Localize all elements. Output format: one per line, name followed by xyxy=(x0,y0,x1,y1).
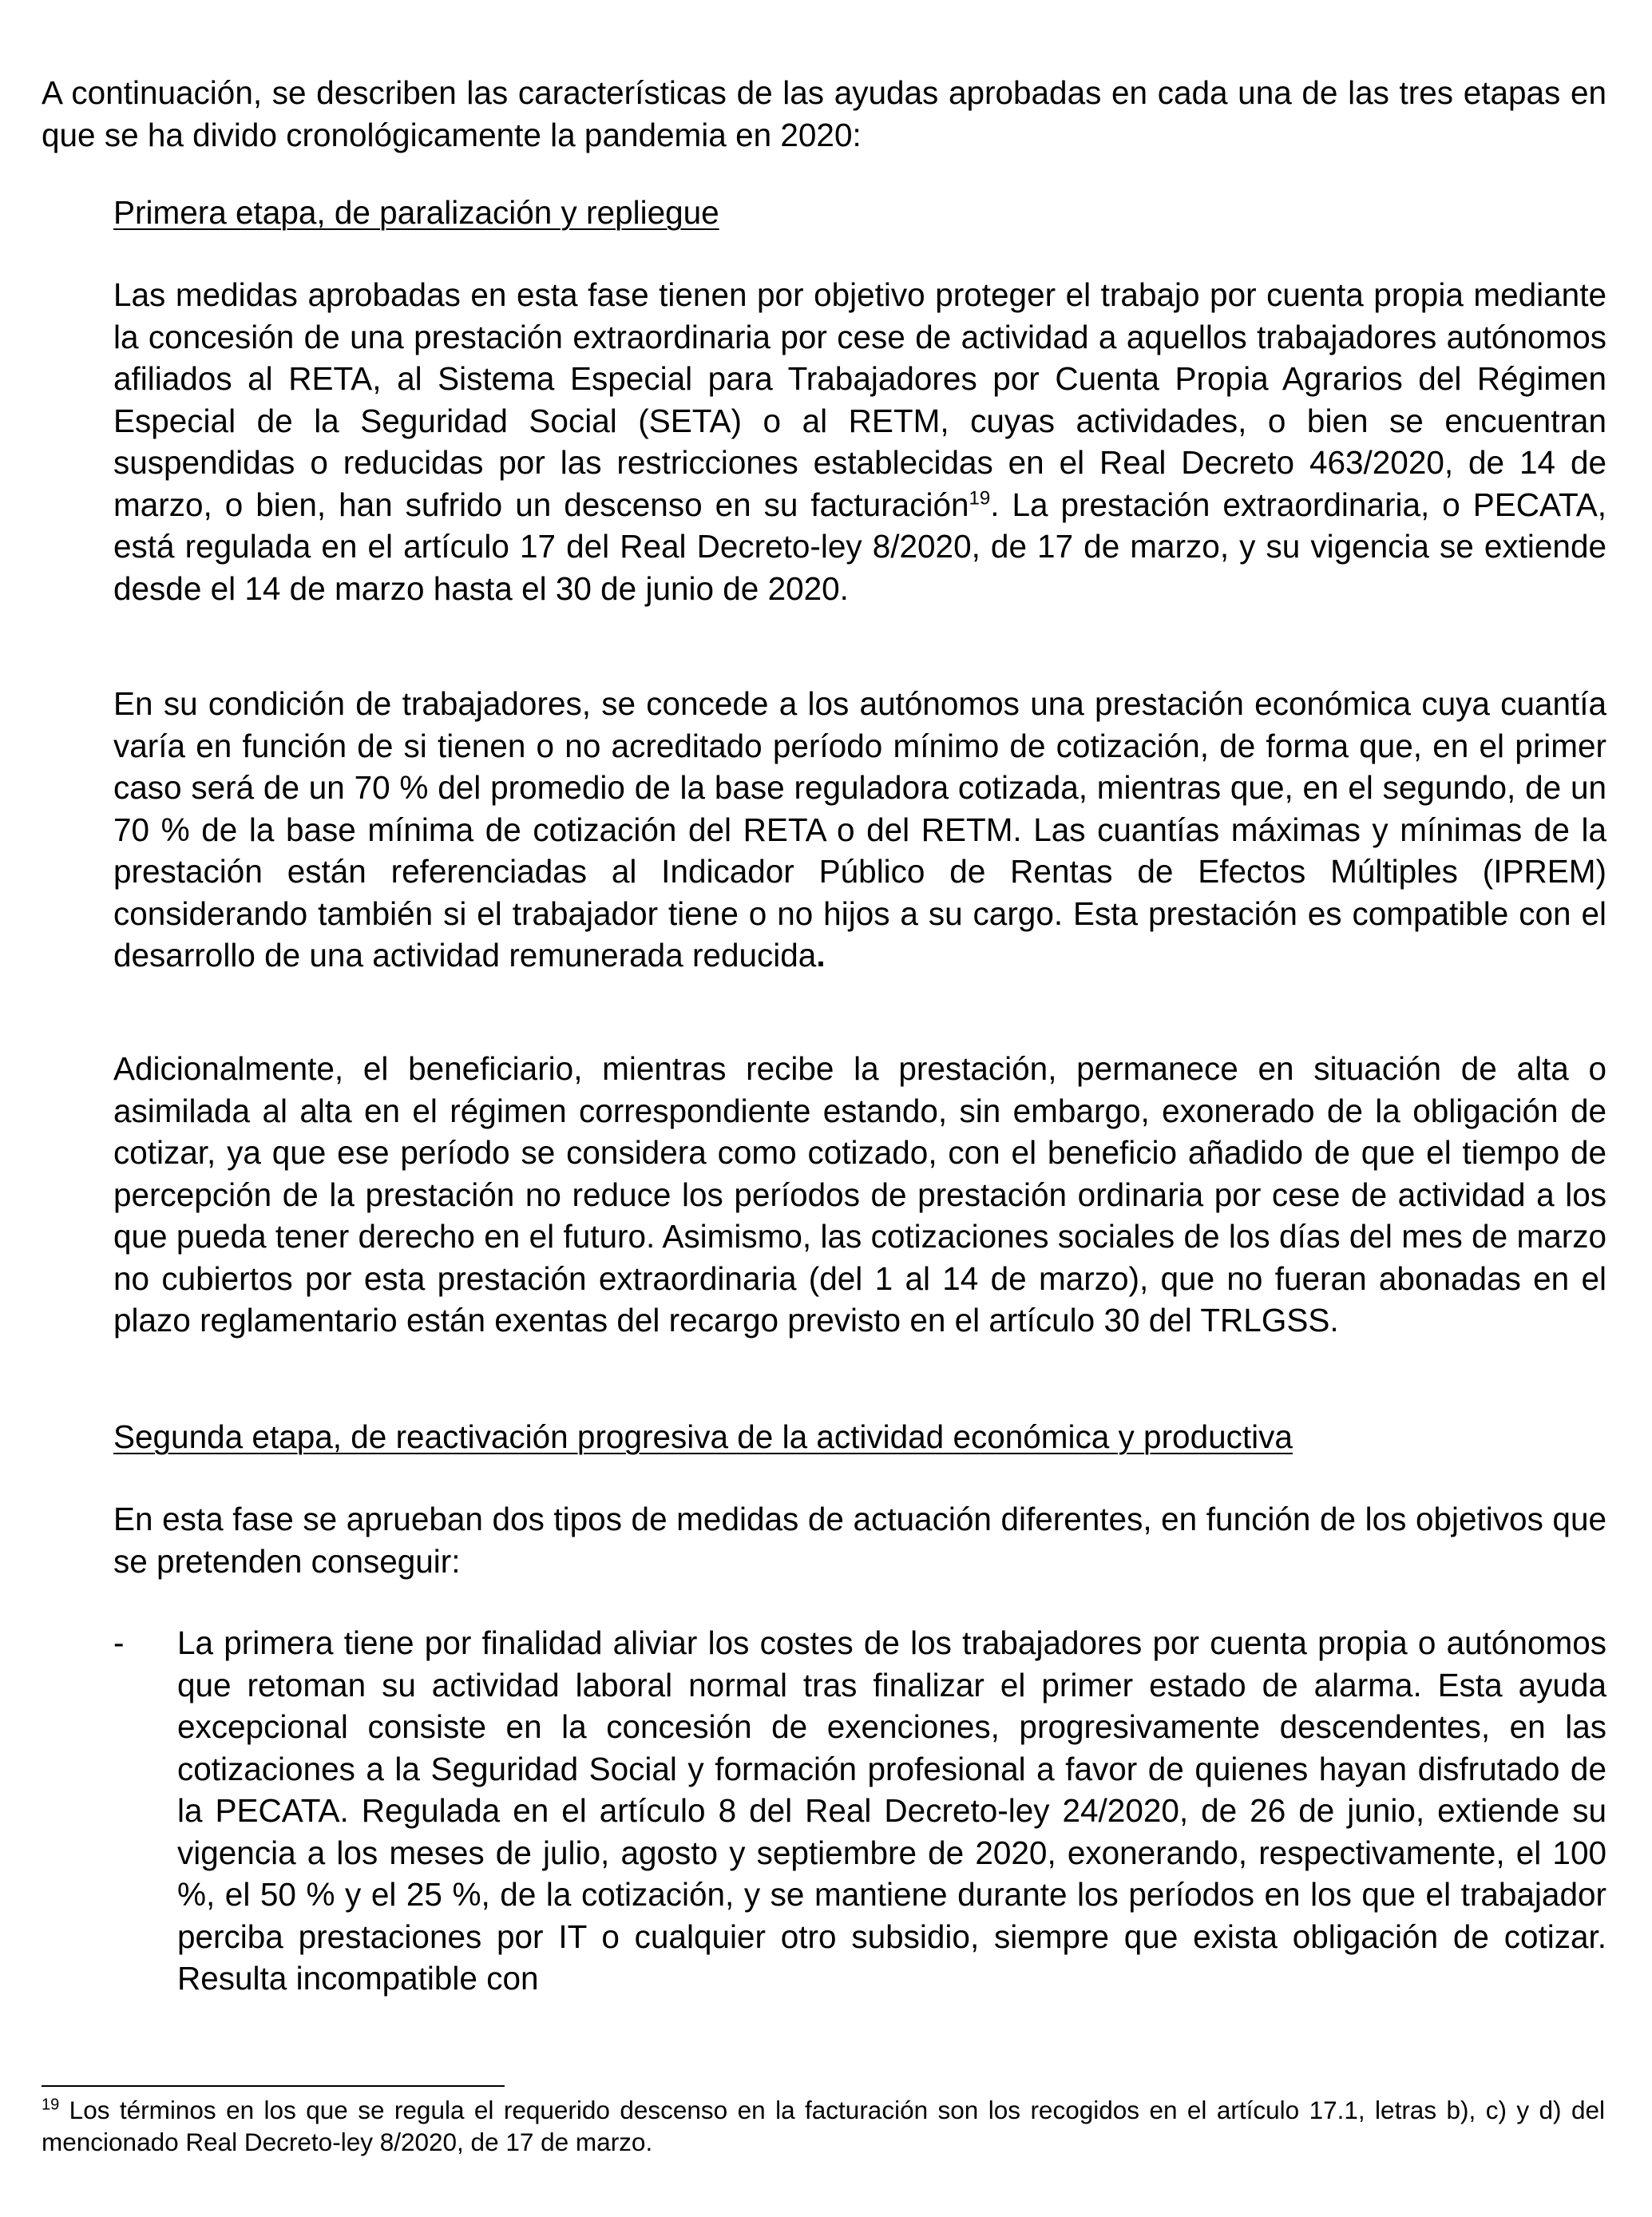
stage1-heading: Primera etapa, de paralización y repliegue xyxy=(113,194,719,231)
stage1-paragraph-1-text: Las medidas aprobadas en esta fase tienen por objetivo proteger el trabajo por cuenta propia mediante la concesión de una prestación extraordinaria por cese de actividad a aquellos trabajadores autónomos afiliados al RETA, al Sistema Especial para Trabajadores por Cuenta Propia Agrarios del Régimen Especial de la Seguridad Social (SETA) o al RETM, cuyas actividades, o bien se encuentran suspendidas o reducidas por las restricciones establecidas en el Real Decreto 463/2020, de 14 de marzo, o bien, han sufrido un descenso en su facturación xyxy=(113,276,1606,523)
stage1-paragraph-1 xyxy=(113,274,1606,609)
footnote-reference: 19 xyxy=(969,487,991,509)
footnote-text: Los términos en los que se regula el requerido descenso en la facturación son los recogidos en el artículo 17.1, letras b), c) y d) del mencionado Real Decreto-ley 8/2020, de 17 de marzo. xyxy=(42,2096,1605,2156)
intro-paragraph: A continuación, se describen las características de las ayudas aprobadas en cada una de las tres etapas en que se ha divido cronológicamente la pandemia en 2020: xyxy=(42,74,1606,153)
stage1-paragraph-2 xyxy=(113,683,1606,977)
bullet-marker: - xyxy=(113,1624,125,1661)
stage2-heading: Segunda etapa, de reactivación progresiva de la actividad económica y productiva xyxy=(113,1418,1293,1455)
footnote-separator xyxy=(42,2085,505,2087)
footnote xyxy=(42,2094,1605,2158)
stage1-paragraph-2-bold-end: . xyxy=(816,937,826,974)
stage1-paragraph-2-text: En su condición de trabajadores, se concede a los autónomos una prestación económica cuya cuantía varía en función de si tienen o no acreditado período mínimo de cotización, de forma que, en el primer caso será de un 70 % del promedio de la base reguladora cotizada, mientras que, en el segundo, de un 70 % de la base mínima de cotización del RETA o del RETM. Las cuantías máximas y mínimas de la prestación están referenciadas al Indicador Público de Rentas de Efectos Múltiples (IPREM) considerando también si el trabajador tiene o no hijos a su cargo. Esta prestación es compatible con el desarrollo de una actividad remunerada reducida xyxy=(113,685,1606,974)
stage1-paragraph-1-text-after: . La prestación extraordinaria, o PECATA, está regulada en el artículo 17 del Real Decreto-ley 8/2020, de 17 de marzo, y su vigencia se extiende desde el 14 de marzo hasta el 30 de junio de 2020. xyxy=(113,486,1607,607)
stage2-paragraph-1: En esta fase se aprueban dos tipos de medidas de actuación diferentes, en función de los objetivos que se pretenden conseguir: xyxy=(113,1501,1606,1580)
footnote-number: 19 xyxy=(42,2096,60,2114)
stage1-paragraph-3: Adicionalmente, el beneficiario, mientras recibe la prestación, permanece en situación de alta o asimilada al alta en el régimen correspondiente estando, sin embargo, exonerado de la obligación de cotizar, ya que ese período se considera como cotizado, con el beneficio añadido de que el tiempo de percepción de la prestación no reduce los períodos de prestación ordinaria por cese de actividad a los que pueda tener derecho en el futuro. Asimismo, las cotizaciones sociales de los días del mes de marzo no cubiertos por esta prestación extraordinaria (del 1 al 14 de marzo), que no fueran abonadas en el plazo reglamentario están exentas del recargo previsto en el artículo 30 del TRLGSS. xyxy=(113,1050,1606,1339)
stage2-bullet-1: La primera tiene por finalidad aliviar los costes de los trabajadores por cuenta propia o autónomos que retoman su actividad laboral normal tras finalizar el primer estado de alarma. Esta ayuda excepcional consiste en la concesión de exenciones, progresivamente descendentes, en las cotizaciones a la Seguridad Social y formación profesional a favor de quienes hayan disfrutado de la PECATA. Regulada en el artículo 8 del Real Decreto-ley 24/2020, de 26 de junio, extiende su vigencia a los meses de julio, agosto y septiembre de 2020, exonerando, respectivamente, el 100 %, el 50 % y el 25 %, de la cotización, y se mantiene durante los períodos en los que el trabajador perciba prestaciones por IT o cualquier otro subsidio, siempre que exista obligación de cotizar. Resulta incompatible con xyxy=(177,1624,1606,1997)
